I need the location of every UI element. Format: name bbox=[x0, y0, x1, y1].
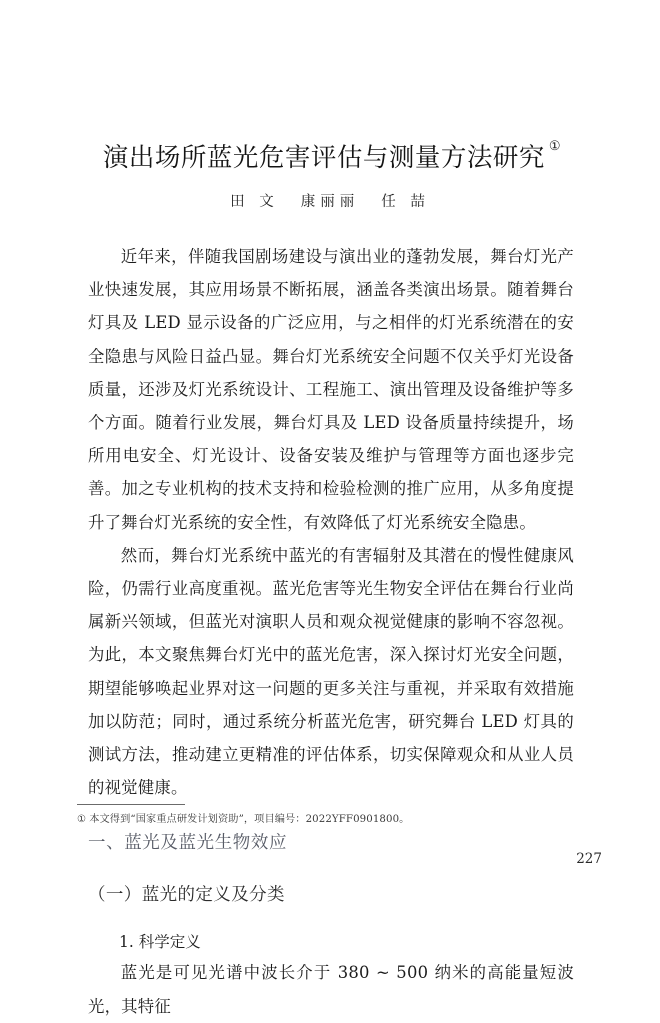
footnote-area bbox=[77, 804, 577, 827]
page-title bbox=[102, 138, 562, 174]
page-title-text: 演出场所蓝光危害评估与测量方法研究 bbox=[102, 143, 545, 174]
title-footnote-marker: ① bbox=[548, 138, 562, 154]
footnote bbox=[77, 812, 577, 827]
item-heading: 1. 科学定义 bbox=[119, 933, 201, 952]
paragraph: 然而，舞台灯光系统中蓝光的有害辐射及其潜在的慢性健康风险，仍需行业高度重视。蓝光危害等光生物安全评估在舞台行业尚属新兴领域，但蓝光对演职人员和观众视觉健康的影响不容忽视。为此，本文聚焦舞台灯光中的蓝光危害，深入探讨灯光安全问题，期望能够唤起业界对这一问题的更多关注与重视，并采取有效措施加以防范；同时，通过系统分析蓝光危害，研究舞台 LED 灯具的测试方法，推动建立更精准的评估体系，切实保障观众和从业人员的视觉健康。 bbox=[88, 545, 574, 798]
paragraph: 蓝光是可见光谱中波长介于 380 ~ 500 纳米的高能量短波光，其特征 bbox=[88, 963, 574, 1016]
body-content bbox=[88, 240, 574, 1023]
page-number: 227 bbox=[576, 851, 602, 867]
author-name: 田 文 bbox=[230, 194, 279, 210]
author-list bbox=[0, 190, 660, 211]
paragraph: 近年来，伴随我国剧场建设与演出业的蓬勃发展，舞台灯光产业快速发展，其应用场景不断拓展，涵盖各类演出场景。随着舞台灯具及 LED 显示设备的广泛应用，与之相伴的灯光系统潜在的安全隐患与风险日益凸显。舞台灯光系统安全问题不仅关乎灯光设备质量，还涉及灯光系统设计、工程施工、演出管理及设备维护等多个方面。随着行业发展，舞台灯具及 LED 设备质量持续提升，场所用电安全、灯光设计、设备安装及维护与管理等方面也逐步完善。加之专业机构的技术支持和检验检测的推广应用，从多角度提升了舞台灯光系统的安全性，有效降低了灯光系统安全隐患。 bbox=[88, 247, 574, 532]
author-name: 康丽丽 bbox=[300, 194, 360, 210]
author-name: 任 喆 bbox=[381, 194, 430, 210]
section-heading: 一、蓝光及蓝光生物效应 bbox=[88, 833, 288, 854]
title-block bbox=[0, 126, 660, 191]
subsection-heading: （一）蓝光的定义及分类 bbox=[88, 885, 285, 906]
footnote-text: 本文得到“国家重点研发计划资助”，项目编号：2022YFF0901800。 bbox=[89, 814, 410, 825]
footnote-separator bbox=[77, 804, 185, 805]
footnote-marker: ① bbox=[77, 814, 87, 825]
